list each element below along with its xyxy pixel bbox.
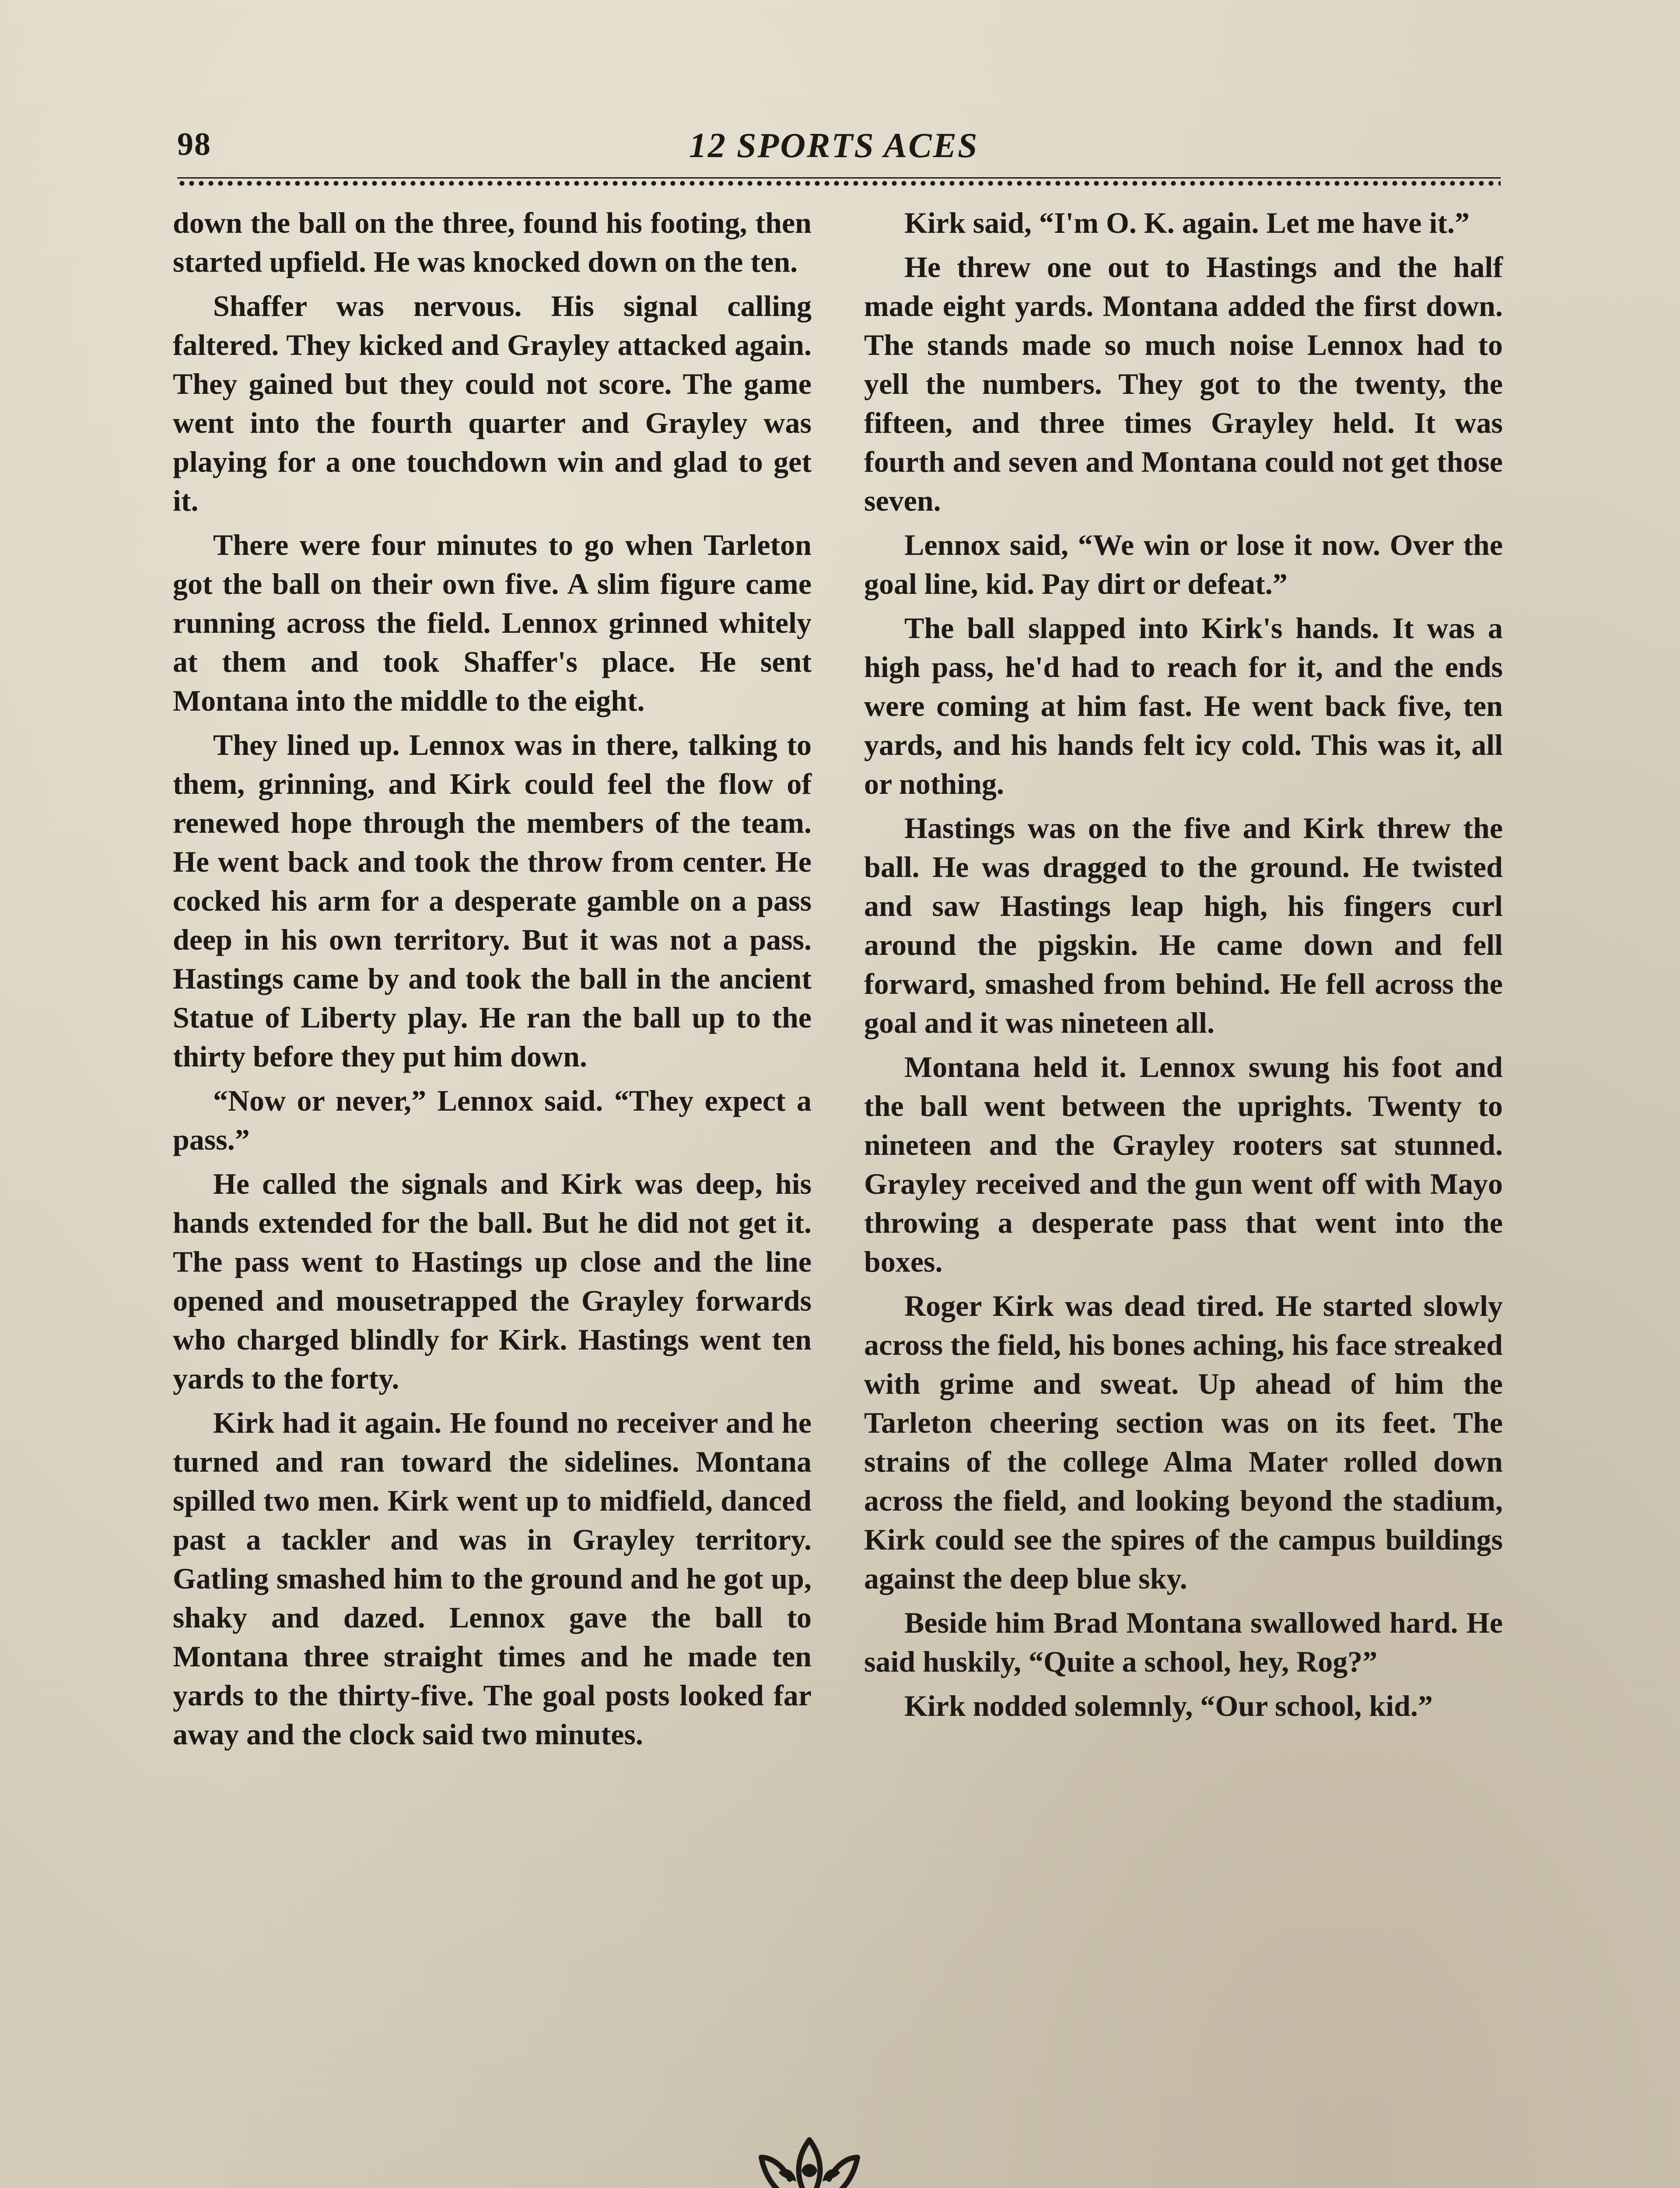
paragraph: Shaffer was nervous. His signal calling faltered. They kicked and Grayley attacked again. They gained but they could not score. The game went into the fourth quarter and Grayley was playing for a one touchdown win and glad to get it. bbox=[173, 289, 812, 517]
page-header bbox=[177, 118, 1501, 171]
lotus-ornament-icon bbox=[752, 2131, 866, 2188]
right-column bbox=[864, 203, 1503, 1731]
paragraph: Kirk nodded solemnly, “Our school, kid.” bbox=[904, 1689, 1433, 1722]
left-column bbox=[173, 203, 812, 1759]
paragraph: He called the signals and Kirk was deep, his hands extended for the ball. But he did not get it. The pass went to Hastings up close and the line opened and mousetrapped the Grayley forwards who charged blindly for Kirk. Hastings went ten yards to the forty. bbox=[173, 1167, 812, 1395]
paragraph: Beside him Brad Montana swallowed hard. He said huskily, “Quite a school, hey, Rog?” bbox=[864, 1606, 1503, 1678]
paragraph: The ball slapped into Kirk's hands. It was a high pass, he'd had to reach for it, and the ends were coming at him fast. He went back five, ten yards, and his hands felt icy cold. This was it, all or nothing. bbox=[864, 611, 1503, 800]
paragraph: He threw one out to Hastings and the half made eight yards. Montana added the first down. The stands made so much noise Lennox had to yell the numbers. They got to the twenty, the fifteen, and three times Grayley held. It was fourth and seven and Montana could not get those seven. bbox=[864, 250, 1503, 517]
paragraph: Lennox said, “We win or lose it now. Over the goal line, kid. Pay dirt or defeat.” bbox=[864, 528, 1503, 600]
paragraph: They lined up. Lennox was in there, talking to them, grinning, and Kirk could feel the flow of renewed hope through the members of the team. He went back and took the throw from center. He cocked his arm for a desperate gamble on a pass deep in his own territory. But it was not a pass. Hastings came by and took the ball in the ancient Statue of Liberty play. He ran the ball up to the thirty before they put him down. bbox=[173, 728, 812, 1073]
running-title: 12 SPORTS ACES bbox=[689, 126, 979, 165]
paragraph: “Now or never,” Lennox said. “They expect a pass.” bbox=[173, 1084, 812, 1156]
paragraph: Hastings was on the five and Kirk threw the ball. He was dragged to the ground. He twisted and saw Hastings leap high, his fingers curl around the pigskin. He came down and fell forward, smashed from behind. He fell across the goal and it was nineteen all. bbox=[864, 811, 1503, 1039]
paragraph: There were four minutes to go when Tarleton got the ball on their own five. A slim figure came running across the field. Lennox grinned whitely at them and took Shaffer's place. He sent Montana into the middle to the eight. bbox=[173, 528, 812, 717]
paragraph: Kirk said, “I'm O. K. again. Let me have it.” bbox=[904, 206, 1470, 239]
paragraph: down the ball on the three, found his footing, then started upfield. He was knocked down on the ten. bbox=[173, 206, 812, 278]
page-number: 98 bbox=[177, 126, 211, 162]
paragraph: Montana held it. Lennox swung his foot and the ball went between the uprights. Twenty to nineteen and the Grayley rooters sat stunned. Grayley received and the gun went off with Mayo throwing a desperate pass that went into the boxes. bbox=[864, 1050, 1503, 1278]
paragraph: Roger Kirk was dead tired. He started slowly across the field, his bones aching, his face streaked with grime and sweat. Up ahead of him the Tarleton cheering section was on its feet. The strains of the college Alma Mater rolled down across the field, and looking beyond the stadium, Kirk could see the spires of the campus buildings against the deep blue sky. bbox=[864, 1289, 1503, 1595]
paragraph: Kirk had it again. He found no receiver and he turned and ran toward the sidelines. Montana spilled two men. Kirk went up to midfield, danced past a tackler and was in Grayley territory. Gatling smashed him to the ground and he got up, shaky and dazed. Lennox gave the ball to Montana three straight times and he made ten yards to the thirty-five. The goal posts looked far away and the clock said two minutes. bbox=[173, 1406, 812, 1751]
header-dotted-rule bbox=[177, 177, 1501, 188]
